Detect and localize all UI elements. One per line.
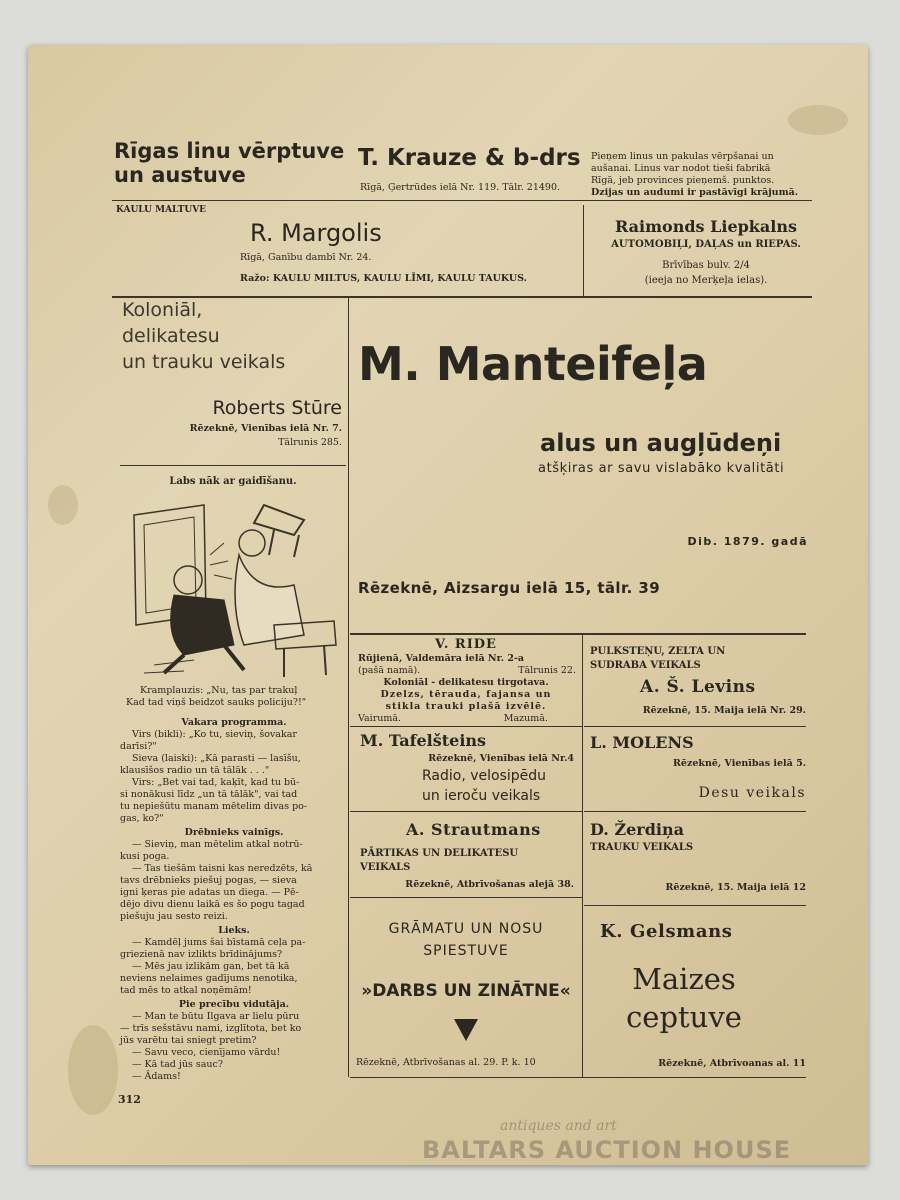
sture-line-2: delikatesu <box>122 325 220 347</box>
linu-description <box>591 151 843 199</box>
liepkalns-address: Brīvības bulv. 2/4 <box>662 260 750 271</box>
levins-address: Rēzeknē, 15. Maija ielā Nr. 29. <box>642 705 806 716</box>
grid-row-divider <box>350 726 582 727</box>
ride-phone-row <box>358 665 576 677</box>
ride-phone: Tālrunis 22. <box>518 665 576 676</box>
grid-row-divider <box>350 811 582 812</box>
header-divider <box>112 200 812 201</box>
joke-4-line: — Man te būtu Ilgava ar lielu pūru <box>132 1011 300 1022</box>
strautmans-desc-2: VEIKALS <box>360 862 411 873</box>
cartoon-title: Labs nāk ar gaidīšanu. <box>169 476 297 487</box>
ride-address-note: (pašā namā). <box>358 665 421 676</box>
liepkalns-line: AUTOMOBIĻI, DAĻAS un RIEPAS. <box>611 239 801 250</box>
linu-text-4: Dzijas un audumi ir pastāvīgi krājumā. <box>591 187 799 198</box>
triangle-down-icon <box>452 1015 480 1043</box>
joke-3-line: — Mēs jau izlikām gan, bet tā kā <box>132 961 290 972</box>
linu-text-1: Pieņem linus un pakulas vērpšanai un <box>591 151 774 162</box>
krauze-address: Rīgā, Ģertrūdes ielā Nr. 119. Tālr. 21490. <box>360 182 561 193</box>
joke-text-3 <box>120 937 348 997</box>
page-number: 312 <box>118 1093 141 1106</box>
gelsmans-name: K. Gelsmans <box>600 921 733 942</box>
sture-line-3: un trauku veikals <box>122 351 286 373</box>
grid-row-divider <box>350 897 582 898</box>
ride-name: V. RIDE <box>435 637 497 652</box>
tafelsteins-desc-1: Radio, velosipēdu <box>422 768 547 784</box>
levins-desc <box>590 645 725 673</box>
jokes-column <box>120 717 348 1083</box>
joke-4-line: jūs varētu tai sniegt pretim? <box>120 1035 257 1046</box>
joke-4-line: — Ādams! <box>132 1071 181 1082</box>
grid-row-divider <box>584 905 806 906</box>
krauze-name: T. Krauze & b-drs <box>358 145 581 171</box>
darbs-address: Rēzeknē, Atbrīvošanas al. 29. P. k. 10 <box>356 1057 536 1068</box>
manteifela-subtitle: alus un augļūdeņi <box>540 429 782 457</box>
darbs-name: »DARBS UN ZINĀTNE« <box>361 981 571 1001</box>
gelsmans-desc <box>584 960 784 1036</box>
joke-4-line: — trīs sešstāvu nami, izglītota, bet ko <box>120 1023 302 1034</box>
manteifela-name: M. Manteifeļa <box>358 337 708 391</box>
margolis-address: Rīgā, Ganību dambī Nr. 24. <box>240 252 372 263</box>
tafelsteins-name: M. Tafelšteins <box>360 731 487 750</box>
ride-desc-3: stikla trauki plašā izvēlē. <box>385 701 547 712</box>
joke-4-line: — Savu veco, cienījamo vārdu! <box>132 1047 281 1058</box>
joke-text-4 <box>120 1011 348 1083</box>
linu-text-3: Rīgā, jeb provinces pieņemš. punktos. <box>591 175 775 186</box>
joke-1-line: gas, ko?" <box>120 813 164 824</box>
margolis-divider <box>583 205 584 297</box>
sture-line-1: Koloniāl, <box>122 299 203 321</box>
joke-heading-3: Lieks. <box>218 925 250 936</box>
joke-text-1 <box>120 729 348 825</box>
joke-2-line: — Tas tiešām taisni kas neredzēts, kā <box>132 863 313 874</box>
molens-desc: Desu veikals <box>698 785 806 801</box>
strautmans-desc <box>360 847 518 875</box>
sture-address: Rēzeknē, Vienības ielā Nr. 7. <box>189 423 342 434</box>
molens-address: Rēzeknē, Vienības ielā 5. <box>673 758 806 769</box>
watermark-line-2: BALTARS AUCTION HOUSE <box>422 1136 792 1164</box>
gelsmans-address: Rēzeknē, Atbrīvoanas al. 11 <box>658 1058 806 1069</box>
watermark-line-1: antiques and art <box>500 1118 617 1134</box>
joke-2-line: igni ķeras pie adatas un diega. — Pē- <box>120 887 299 898</box>
margolis-label: KAULU MALTUVE <box>116 205 207 215</box>
grid-divider-bottom <box>350 1077 806 1078</box>
gelsmans-desc-1: Maizes <box>632 962 736 996</box>
cartoon-illustration <box>124 495 344 680</box>
ride-address: Rūjienā, Valdemāra ielā Nr. 2-a <box>358 653 525 664</box>
joke-1-line: tu nepiešūtu manam mētelim divas po- <box>120 801 308 812</box>
sture-phone: Tālrunis 285. <box>278 437 342 448</box>
joke-heading-4: Pie precību vidutāja. <box>178 999 290 1010</box>
zerdina-address: Rēzeknē, 15. Maija ielā 12 <box>665 882 806 893</box>
sture-ad <box>122 297 285 375</box>
ride-desc-2: Dzelzs, tērauda, fajansa un <box>380 689 552 700</box>
joke-2-line: tavs drēbnieks piešuj pogas, — sieva <box>120 875 297 886</box>
newspaper-page <box>28 45 868 1165</box>
darbs-desc-2: SPIESTUVE <box>423 943 509 959</box>
cartoon-caption-1: Kramplauzis: „Nu, tas par trakuļ <box>140 685 298 696</box>
tafelsteins-desc-2: un ieroču veikals <box>422 788 541 804</box>
linu-title-line-1: Rīgas linu vērptuve <box>114 139 345 163</box>
linu-text-2: aušanai. Linus var nodot tieši fabrikā <box>591 163 771 174</box>
zerdina-name: D. Žerdiņa <box>590 820 684 839</box>
liepkalns-note: (ieeja no Merķeļa ielas). <box>644 275 768 286</box>
main-column-divider <box>348 297 349 1077</box>
joke-2-line: — Sieviņ, man mētelim atkal notrū- <box>132 839 303 850</box>
gelsmans-desc-2: ceptuve <box>626 1000 742 1034</box>
linu-title <box>114 139 344 187</box>
manteifela-address: Rēzeknē, Aizsargu ielā 15, tālr. 39 <box>358 579 661 597</box>
ride-retail: Mazumā. <box>503 713 548 724</box>
tafelsteins-desc <box>422 766 546 806</box>
manteifela-quality: atšķiras ar savu vislabāko kvalitāti <box>538 461 785 476</box>
joke-1-line: darīsi?" <box>120 741 157 752</box>
joke-1-line: Virs: „Bet vai tad, kaķīt, kad tu bū- <box>132 777 300 788</box>
tafelsteins-address: Rēzeknē, Vienības ielā Nr.4 <box>428 753 574 764</box>
levins-desc-1: PULKSTEŅU, ZELTA UN <box>590 646 726 657</box>
joke-1-line: Virs (bikli): „Ko tu, sieviņ, šovakar <box>132 729 297 740</box>
grid-row-divider <box>584 726 806 727</box>
joke-3-line: griezienā nav izlikts brīdinājums? <box>120 949 283 960</box>
ride-desc-1: Koloniāl - delikatesu tirgotava. <box>383 677 549 688</box>
joke-4-line: — Kā tad jūs sauc? <box>132 1059 223 1070</box>
manteifela-established: Dib. 1879. gadā <box>687 535 808 548</box>
linu-title-line-2: un austuve <box>114 163 246 187</box>
joke-heading-2: Drēbnieks vainīgs. <box>184 827 284 838</box>
joke-2-line: piešuju jau sesto reizi. <box>120 911 228 922</box>
zerdina-desc: TRAUKU VEIKALS <box>590 842 694 853</box>
darbs-desc-1: GRĀMATU UN NOSU <box>388 921 544 937</box>
darbs-desc <box>350 918 582 962</box>
strautmans-address: Rēzeknē, Atbrīvošanas alejā 38. <box>405 879 574 890</box>
joke-3-line: neviens nelaimes gadījums nenotika, <box>120 973 298 984</box>
grid-row-divider <box>584 811 806 812</box>
joke-text-2 <box>120 839 348 923</box>
joke-3-line: tad mēs to atkal noņēmām! <box>120 985 252 996</box>
molens-name: L. MOLENS <box>590 733 694 752</box>
joke-2-line: kusi poga. <box>120 851 170 862</box>
strautmans-desc-1: PĀRTIKAS UN DELIKATESU <box>360 848 519 859</box>
levins-desc-2: SUDRABA VEIKALS <box>590 660 701 671</box>
joke-3-line: — Kamdēļ jums šai bīstamā ceļa pa- <box>132 937 306 948</box>
joke-2-line: dējo divu dienu laikā es šo pogu tagad <box>120 899 305 910</box>
grid-divider-top <box>350 633 806 635</box>
joke-1-line: Sieva (laiski): „Kā parasti — lasīšu, <box>132 753 301 764</box>
cartoon-caption <box>126 685 348 709</box>
joke-1-line: klausīšos radio un tā tālāk . . ." <box>120 765 270 776</box>
ride-wholesale: Vairumā. <box>358 713 402 724</box>
sture-name: Roberts Stūre <box>212 397 342 419</box>
grid-divider-vertical <box>582 635 583 1077</box>
ride-sales-row <box>358 713 548 725</box>
liepkalns-name: Raimonds Liepkalns <box>615 217 797 236</box>
cartoon-caption-2: Kad tad viņš beidzot sauks policiju?!" <box>126 697 307 708</box>
sture-divider <box>120 465 346 466</box>
levins-name: A. Š. Levins <box>640 677 756 697</box>
joke-1-line: si nonākusi līdz „un tā tālāk", vai tad <box>120 789 298 800</box>
margolis-products: Ražo: KAULU MILTUS, KAULU LĪMI, KAULU TAUKUS. <box>240 273 527 284</box>
joke-heading-1: Vakara programma. <box>181 717 287 728</box>
margolis-name: R. Margolis <box>250 219 382 247</box>
strautmans-name: A. Strautmans <box>406 820 541 839</box>
